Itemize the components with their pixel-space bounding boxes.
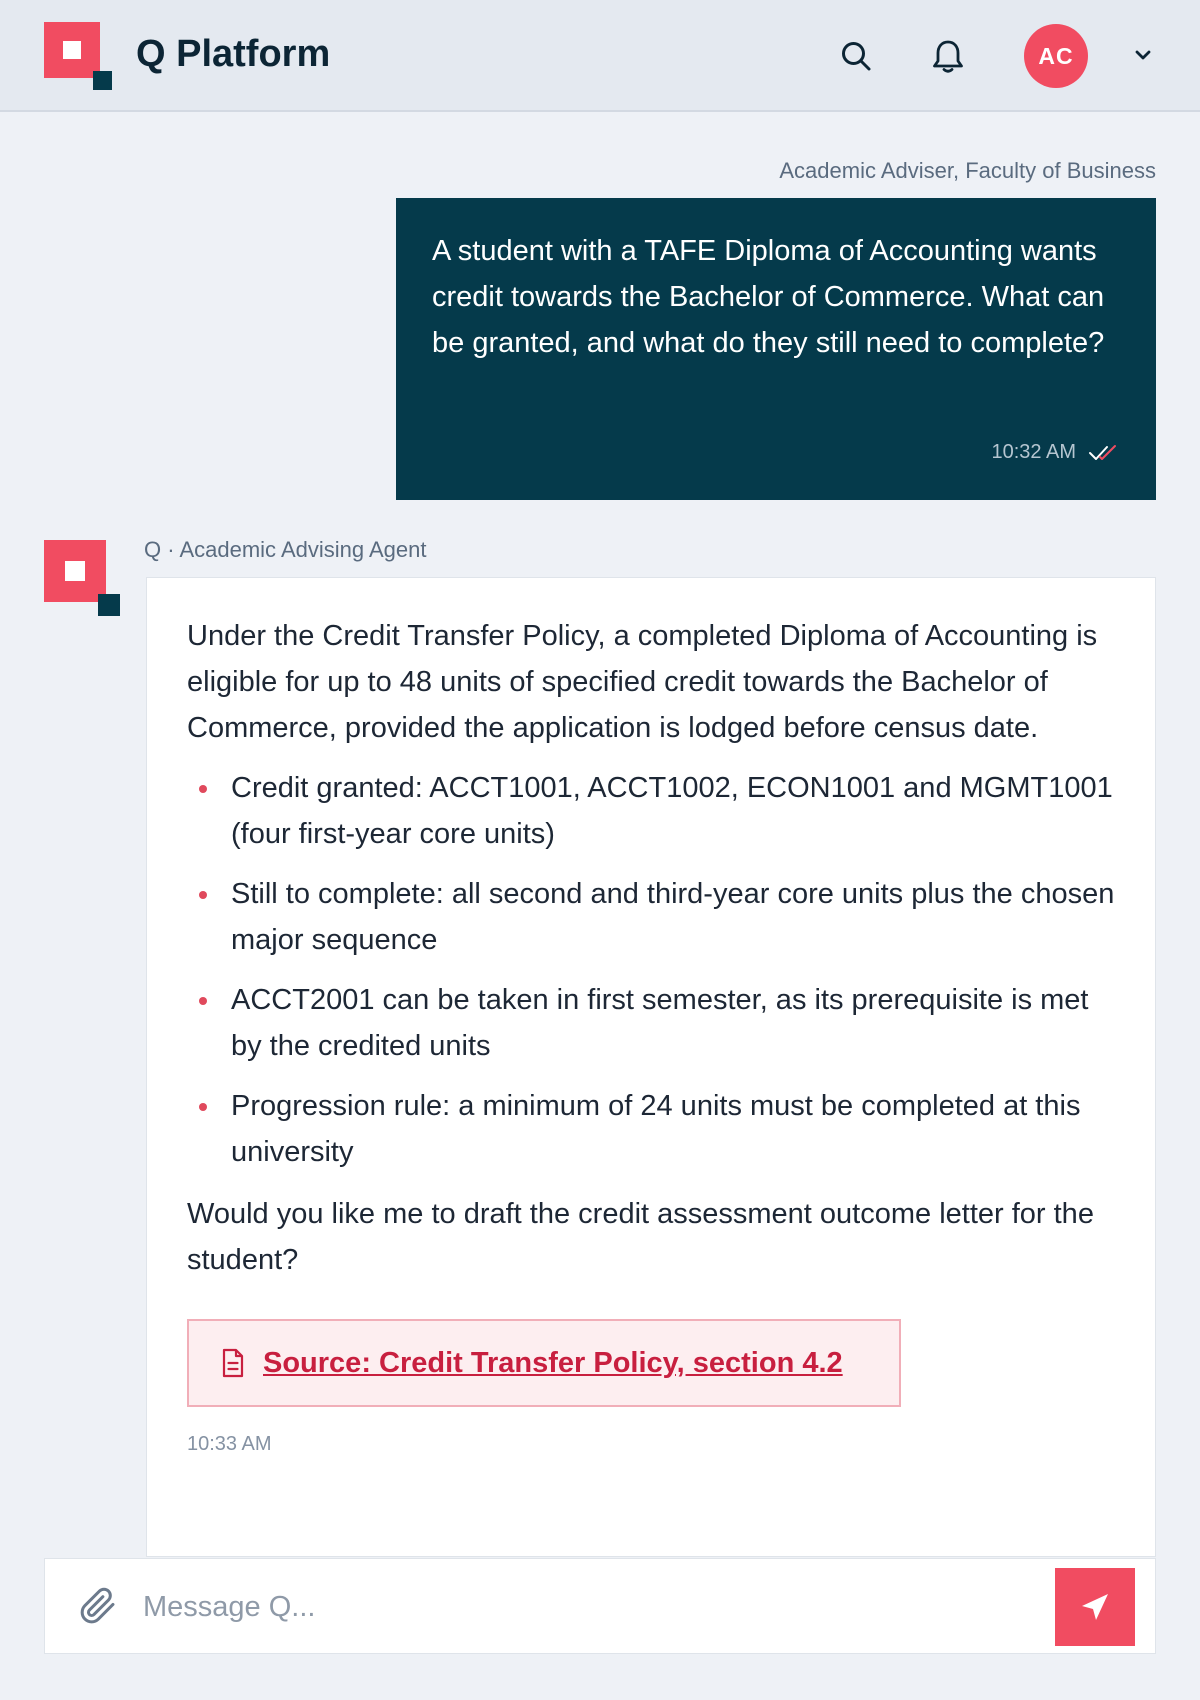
- list-item-text: Still to complete: all second and third-year core units plus the chosen major sequence: [231, 878, 1115, 956]
- agent-message-bullets: [187, 765, 1115, 1175]
- chevron-down-icon: [1133, 48, 1153, 62]
- send-button[interactable]: [1055, 1568, 1135, 1646]
- attach-button[interactable]: [75, 1583, 121, 1629]
- agent-message-sender: Q · Academic Advising Agent: [144, 537, 427, 562]
- user-avatar[interactable]: AC: [1024, 24, 1088, 88]
- double-check-icon: [1088, 443, 1120, 463]
- user-message-sender: Academic Adviser, Faculty of Business: [779, 158, 1156, 183]
- agent-avatar-logo: [44, 540, 120, 616]
- app-title: Q Platform: [136, 33, 331, 75]
- list-item-text: Credit granted: ACCT1001, ACCT1002, ECON1001 and MGMT1001 (four first-year core units): [231, 772, 1113, 850]
- q-platform-logo[interactable]: [44, 22, 112, 90]
- source-citation-button[interactable]: [187, 1319, 901, 1407]
- document-icon: [221, 1348, 245, 1378]
- list-item: [187, 765, 1115, 857]
- top-bar: [0, 0, 1200, 112]
- account-menu-toggle[interactable]: [1128, 40, 1158, 70]
- agent-message-card: [146, 577, 1156, 1557]
- bullet-dot: [199, 891, 207, 899]
- send-icon: [1078, 1590, 1112, 1624]
- message-input[interactable]: [141, 1581, 995, 1633]
- user-message-text: A student with a TAFE Diploma of Accounting wants credit towards the Bachelor of Commerce. What can be granted, and what do they still need to complete?: [432, 235, 1105, 359]
- bell-icon: [931, 38, 965, 74]
- search-button[interactable]: [834, 34, 878, 78]
- agent-message-time: 10:33 AM: [187, 1433, 272, 1455]
- message-composer: [44, 1558, 1156, 1654]
- notifications-button[interactable]: [926, 34, 970, 78]
- agent-message-followup: Would you like me to draft the credit assessment outcome letter for the student?: [187, 1198, 1094, 1276]
- search-icon: [840, 40, 872, 72]
- bullet-dot: [199, 1103, 207, 1111]
- source-link[interactable]: Source: Credit Transfer Policy, section 4.2: [263, 1346, 843, 1379]
- paperclip-icon: [79, 1587, 117, 1625]
- user-message-time: 10:32 AM: [991, 441, 1076, 463]
- list-item-text: Progression rule: a minimum of 24 units must be completed at this university: [231, 1090, 1081, 1168]
- list-item: [187, 1083, 1115, 1175]
- user-message-bubble: [396, 198, 1156, 500]
- list-item-text: ACCT2001 can be taken in first semester, as its prerequisite is met by the credited units: [231, 984, 1089, 1062]
- list-item: [187, 977, 1115, 1069]
- agent-message-intro: Under the Credit Transfer Policy, a completed Diploma of Accounting is eligible for up to 48 units of specified credit towards the Bachelor of Commerce, provided the application is lodged before census date.: [187, 620, 1098, 744]
- bullet-dot: [199, 785, 207, 793]
- list-item: [187, 871, 1115, 963]
- bullet-dot: [199, 997, 207, 1005]
- user-message-meta: [991, 441, 1120, 464]
